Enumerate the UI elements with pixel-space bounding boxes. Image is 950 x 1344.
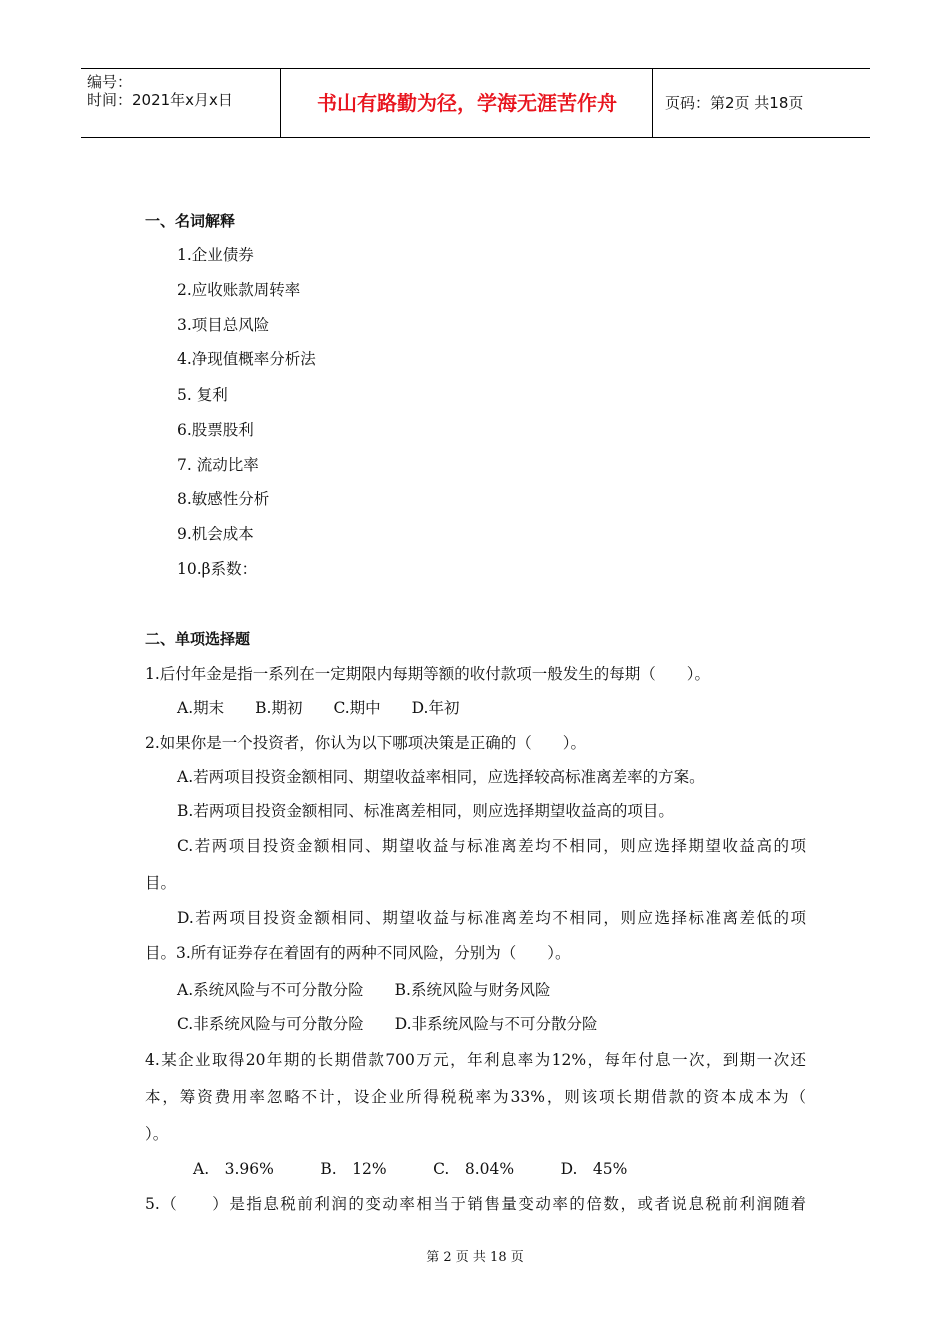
question-line: 本，筹资费用率忽略不计，设企业所得税税率为33%，则该项长期借款的资本成本为（ bbox=[145, 1088, 806, 1106]
header-meta bbox=[81, 69, 281, 137]
option-line: C.非系统风险与可分散分险 D.非系统风险与不可分散分险 bbox=[177, 1015, 598, 1033]
option-line: A.期末 B.期初 C.期中 D.年初 bbox=[177, 699, 460, 717]
question-line: 2.如果你是一个投资者，你认为以下哪项决策是正确的（ ）。 bbox=[145, 734, 587, 752]
term-item: 2.应收账款周转率 bbox=[177, 281, 301, 299]
term-item: 3.项目总风险 bbox=[177, 316, 270, 334]
question-line-continued: ）。 bbox=[145, 1125, 169, 1143]
question-line: 1.后付年金是指一系列在一定期限内每期等额的收付款项一般发生的每期（ ）。 bbox=[145, 665, 711, 683]
option-line: C.若两项目投资金额相同、期望收益与标准离差均不相同，则应选择期望收益高的项 bbox=[177, 837, 806, 855]
document-number-label: 编号： bbox=[87, 73, 133, 91]
term-item: 1.企业债券 bbox=[177, 246, 254, 264]
term-item: 6.股票股利 bbox=[177, 421, 254, 439]
term-item: 8.敏感性分析 bbox=[177, 490, 270, 508]
page-footer: 第 2 页 共 18 页 bbox=[426, 1250, 524, 1265]
option-line: B.若两项目投资金额相同、标准离差相同，则应选择期望收益高的项目。 bbox=[177, 802, 674, 820]
page-header bbox=[81, 68, 870, 138]
term-item: 4.净现值概率分析法 bbox=[177, 350, 316, 368]
section-title-choice: 二、单项选择题 bbox=[145, 630, 251, 648]
question-line: 目。3.所有证券存在着固有的两种不同风险，分别为（ ）。 bbox=[145, 944, 571, 962]
term-item: 5. 复利 bbox=[177, 386, 228, 404]
question-line: 5.（ ）是指息税前利润的变动率相当于销售量变动率的倍数，或者说息税前利润随着 bbox=[145, 1195, 806, 1213]
term-item: 10.β系数： bbox=[177, 560, 258, 578]
document-time-label: 时间：2021年x月x日 bbox=[87, 91, 233, 109]
option-line: D.若两项目投资金额相同、期望收益与标准离差均不相同，则应选择标准离差低的项 bbox=[177, 909, 806, 927]
header-page-info: 页码：第2页 共18页 bbox=[665, 94, 804, 112]
term-item: 7. 流动比率 bbox=[177, 456, 259, 474]
question-line: 4.某企业取得20年期的长期借款700万元，年利息率为12%，每年付息一次，到期一次还 bbox=[145, 1051, 806, 1069]
section-title-terms: 一、名词解释 bbox=[145, 212, 236, 230]
option-line-continued: 目。 bbox=[145, 874, 177, 892]
option-line: A.若两项目投资金额相同、期望收益率相同，应选择较高标准离差率的方案。 bbox=[177, 768, 705, 786]
term-item: 9.机会成本 bbox=[177, 525, 254, 543]
header-motto: 书山有路勤为径，学海无涯苦作舟 bbox=[282, 69, 653, 137]
option-line: A.系统风险与不可分散分险 B.系统风险与财务风险 bbox=[177, 981, 551, 999]
option-line: A. 3.96% B. 12% C. 8.04% D. 45% bbox=[193, 1160, 628, 1178]
